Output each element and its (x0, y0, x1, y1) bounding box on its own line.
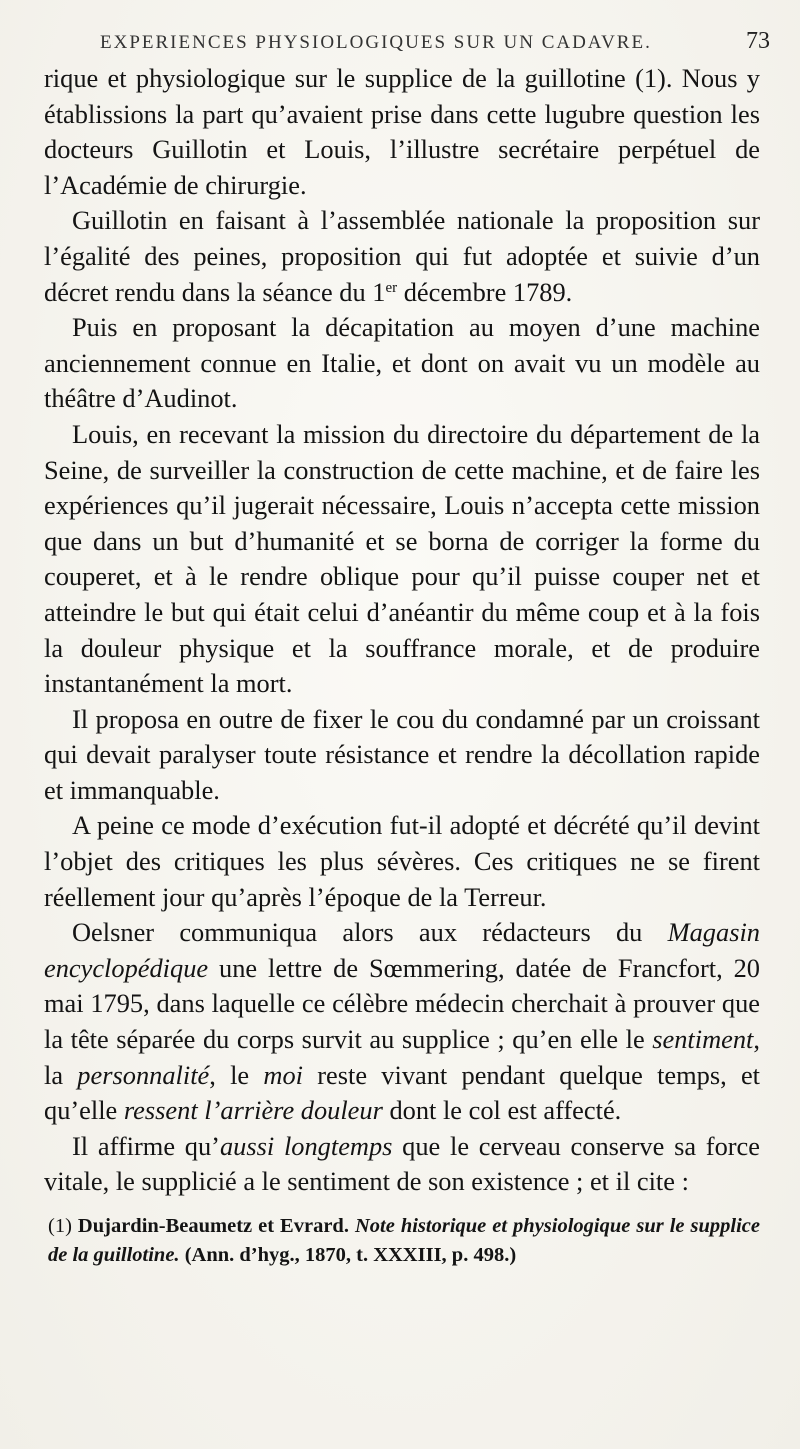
paragraph (44, 417, 760, 702)
italic-phrase: Magasin encyclopédique (44, 917, 760, 983)
paragraph (44, 702, 760, 809)
paragraph (44, 808, 760, 915)
text-run: Oelsner communiqua alors aux rédacteurs du (72, 917, 668, 948)
text-run: Guillotin en faisant à l’assemblée nationale la proposition sur l’égalité des peines, proposition qui fut adoptée et suivie d’un décret rendu dans la séance du 1 (44, 205, 760, 307)
paragraph (44, 915, 760, 1129)
running-header (100, 28, 770, 55)
body-text (44, 61, 760, 1200)
italic-phrase: aussi longtemps (219, 1130, 393, 1161)
text-run: , la (44, 1024, 760, 1090)
text-run: Louis, en recevant la mission du directoire du département de la Seine, de surveiller la construction de cette machine, et de faire les expériences qu’il jugerait nécessaire, Louis n’accepta cette mission que dans un but d’humanité et se borna de corriger la forme du couperet, et à le rendre oblique pour qu’il puisse couper net et atteindre le but qui était celui d’anéantir du même coup et à la fois la douleur physique et la souffrance morale, et de produire instantanément la mort. (44, 418, 760, 699)
text-run: décembre 1789. (397, 276, 573, 307)
italic-phrase: moi (263, 1059, 303, 1090)
page-number: 73 (746, 28, 770, 54)
text-run: Puis en proposant la décapitation au moyen d’une machine anciennement connue en Italie, et dont on avait vu un modèle au théâtre d’Audinot. (44, 312, 760, 414)
text-run: une lettre de Sœmmering, datée de Francfort, 20 mai 1795, dans laquelle ce célèbre médecin cherchait à prouver que la tête séparée du corps survit au supplice ; qu’en elle le (44, 952, 760, 1055)
paragraph (44, 203, 760, 310)
italic-phrase: personnalité (77, 1059, 210, 1090)
text-run: rique et physiologique sur le supplice de la guillotine (1). Nous y établissions la part qu’avaient prise dans cette lugubre question les docteurs Guillotin et Louis, l’illustre secrétaire perpétuel de l’Académie de chirurgie. (44, 63, 760, 200)
text-run: A peine ce mode d’exécution fut-il adopté et décrété qu’il devint l’objet des critiques les plus sévères. Ces critiques ne se firent réellement jour qu’après l’époque de la Terreur. (44, 810, 760, 912)
footnote-source: (Ann. d’hyg., 1870, t. XXXIII, p. 498.) (184, 1244, 517, 1266)
paragraph (44, 310, 760, 417)
running-title: EXPERIENCES PHYSIOLOGIQUES SUR UN CADAVRE. (100, 32, 652, 53)
text-run: que le cerveau conserve sa force vitale, le supplicié a le sentiment de son existence ; et il cite : (44, 1130, 760, 1197)
footnote-author: Dujardin-Beaumetz et Evrard. (77, 1215, 349, 1237)
footnote-title: Note historique et physiologique sur le supplice de la guillotine. (48, 1215, 760, 1266)
text-run: , le (209, 1059, 264, 1090)
paragraph (44, 61, 760, 203)
text-run: reste vivant pendant quelque temps, et qu’elle (44, 1059, 760, 1126)
text-run: Il proposa en outre de fixer le cou du condamné par un croissant qui devait paralyser toute résistance et rendre la décollation rapide et immanquable. (44, 703, 760, 805)
italic-phrase: sentiment (652, 1024, 754, 1055)
footnote (44, 1212, 760, 1270)
footnote-marker: (1) (48, 1215, 72, 1237)
italic-phrase: ressent l’arrière douleur (123, 1095, 383, 1126)
ordinal-superscript: er (385, 279, 398, 296)
text-run: dont le col est affecté. (382, 1095, 622, 1126)
paragraph (44, 1129, 760, 1200)
text-run: Il affirme qu’ (72, 1130, 220, 1161)
